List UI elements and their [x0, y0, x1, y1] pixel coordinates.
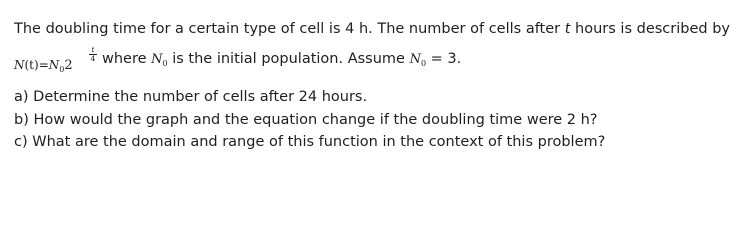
formula-initial-subscript: 0: [59, 65, 65, 74]
variable-t: t: [564, 21, 571, 37]
formula-base: 2: [64, 58, 73, 73]
growth-formula: [14, 56, 73, 76]
where-text: where: [102, 51, 147, 67]
initial-population-value: = 3.: [430, 51, 462, 67]
formula-explanation: [102, 50, 461, 70]
formula-initial-symbol: N: [48, 58, 60, 72]
formula-line: [14, 46, 704, 80]
question-c: c) What are the domain and range of this function in the context of this problem?: [14, 134, 606, 150]
question-b: b) How would the graph and the equation change if the doubling time were 2 h?: [14, 112, 598, 128]
initial-population-symbol: $N_0$: [151, 52, 168, 68]
formula-exponent: [88, 46, 98, 63]
initial-population-symbol-2: $N_0$: [409, 52, 427, 68]
initial-population-text: is the initial population. Assume: [172, 51, 405, 67]
problem-document: [14, 0, 730, 181]
formula-argument: (t): [24, 58, 39, 72]
exponent-denominator: 4: [90, 54, 96, 63]
formula-function: N: [14, 58, 25, 72]
problem-intro: The doubling time for a certain type of cell is 4 h. The number of cells after t hours is described by: [14, 21, 730, 37]
question-a: a) Determine the number of cells after 24 hours.: [14, 89, 368, 105]
exponent-numerator: t: [91, 45, 95, 54]
formula-equals: =: [38, 58, 49, 72]
